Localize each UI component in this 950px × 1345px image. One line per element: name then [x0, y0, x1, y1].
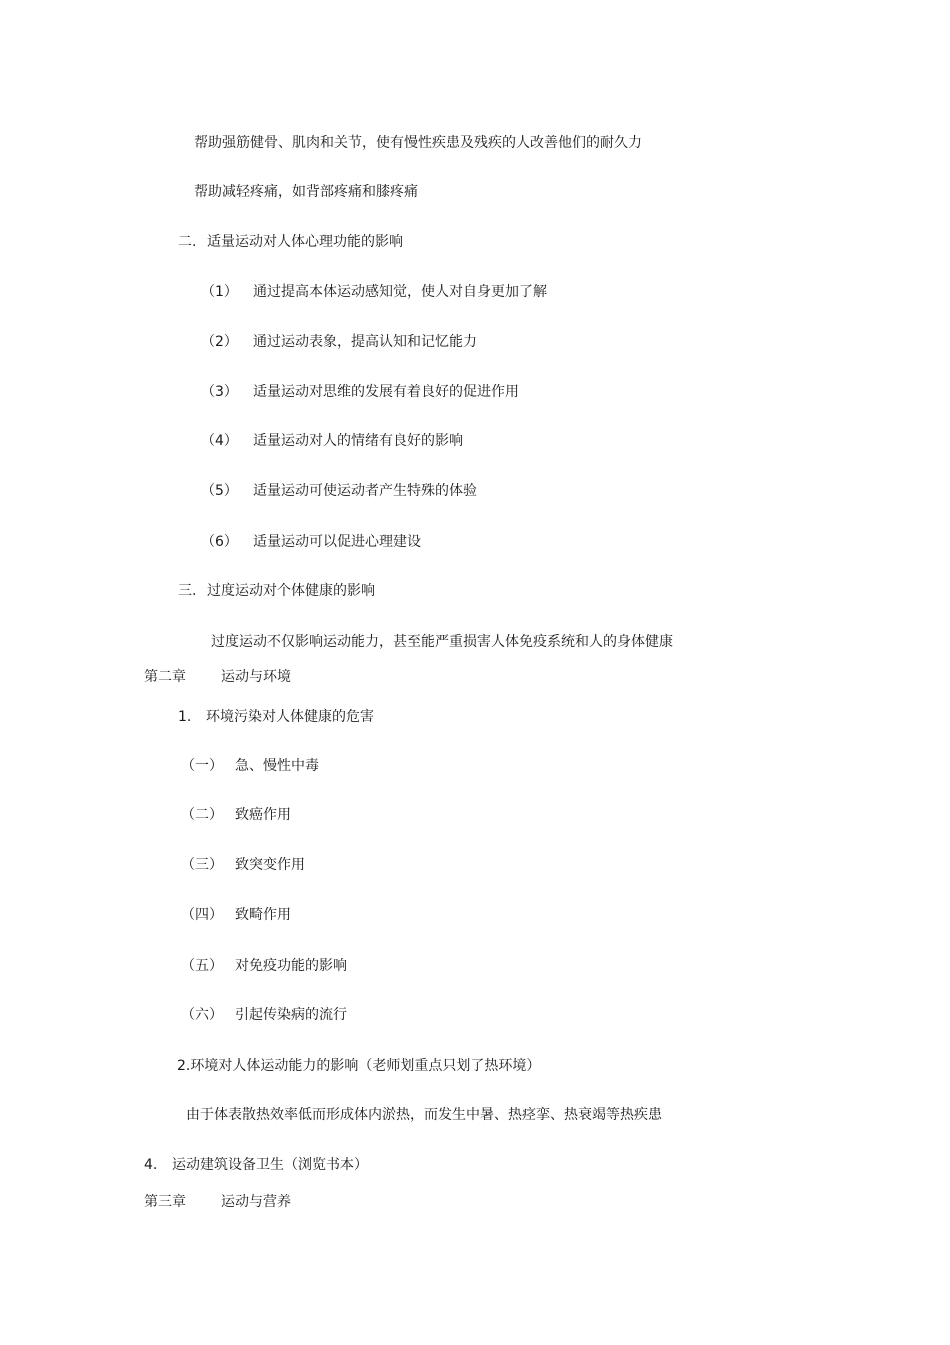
list-item: [181, 1005, 347, 1025]
section-number: 二.: [178, 234, 197, 250]
chapter-title: 运动与营养: [221, 1194, 291, 1210]
list-text: 致癌作用: [235, 807, 291, 823]
list-text: 对免疫功能的影响: [235, 958, 347, 974]
section-heading: [144, 1155, 368, 1175]
paragraph-text: 过度运动不仅影响运动能力，甚至能严重损害人体免疫系统和人的身体健康: [211, 634, 673, 650]
list-number: （1）: [201, 284, 238, 300]
list-number: （3）: [201, 384, 238, 400]
list-item: [201, 382, 519, 402]
list-text: 适量运动对人的情绪有良好的影响: [253, 433, 463, 449]
list-number: （五）: [181, 958, 223, 974]
section-title: 运动建筑设备卫生（浏览书本）: [172, 1157, 368, 1173]
chapter-number: 第二章: [144, 669, 186, 685]
list-text: 通过提高本体运动感知觉，使人对自身更加了解: [253, 284, 547, 300]
list-number: （2）: [201, 334, 238, 350]
section-title: 适量运动对人体心理功能的影响: [207, 234, 403, 250]
list-item: [201, 431, 463, 451]
list-item: [201, 282, 547, 302]
section-heading: [178, 581, 375, 601]
section-number: 三.: [178, 583, 197, 599]
list-item: [181, 805, 291, 825]
list-text: 适量运动可以促进心理建设: [253, 534, 421, 550]
list-text: 引起传染病的流行: [235, 1007, 347, 1023]
list-number: （4）: [201, 433, 238, 449]
list-text: 致突变作用: [235, 857, 305, 873]
list-text: 急、慢性中毒: [235, 758, 319, 774]
chapter-number: 第三章: [144, 1194, 186, 1210]
list-number: （一）: [181, 758, 223, 774]
list-text: 致畸作用: [235, 907, 291, 923]
list-number: （三）: [181, 857, 223, 873]
list-number: （5）: [201, 483, 238, 499]
paragraph-line: [186, 1105, 662, 1125]
section-number: 4.: [144, 1157, 158, 1173]
section-title: 2.环境对人体运动能力的影响（老师划重点只划了热环境）: [177, 1058, 541, 1074]
list-item: [181, 905, 291, 925]
list-item: [201, 481, 477, 501]
list-item: [201, 332, 477, 352]
paragraph-text: 帮助强筋健骨、肌肉和关节，使有慢性疾患及残疾的人改善他们的耐久力: [194, 135, 642, 151]
chapter-heading: [144, 1192, 291, 1212]
section-heading: [177, 1056, 540, 1076]
section-heading: [178, 232, 403, 252]
list-text: 适量运动可使运动者产生特殊的体验: [253, 483, 477, 499]
paragraph-text: 由于体表散热效率低而形成体内淤热，而发生中暑、热痉挛、热衰竭等热疾患: [186, 1107, 662, 1123]
list-text: 通过运动表象，提高认知和记忆能力: [253, 334, 477, 350]
chapter-heading: [144, 667, 291, 687]
chapter-title: 运动与环境: [221, 669, 291, 685]
list-number: （四）: [181, 907, 223, 923]
section-title: 环境污染对人体健康的危害: [206, 709, 374, 725]
list-item: [201, 532, 421, 552]
list-item: [181, 855, 305, 875]
paragraph-line: [194, 182, 418, 202]
section-title: 过度运动对个体健康的影响: [207, 583, 375, 599]
list-number: （6）: [201, 534, 238, 550]
paragraph-line: [194, 133, 642, 153]
list-item: [181, 756, 319, 776]
section-number: 1.: [178, 709, 192, 725]
paragraph-text: 帮助减轻疼痛，如背部疼痛和膝疼痛: [194, 184, 418, 200]
paragraph-line: [211, 632, 673, 652]
section-heading: [178, 707, 374, 727]
list-text: 适量运动对思维的发展有着良好的促进作用: [253, 384, 519, 400]
list-number: （二）: [181, 807, 223, 823]
list-number: （六）: [181, 1007, 223, 1023]
list-item: [181, 956, 347, 976]
